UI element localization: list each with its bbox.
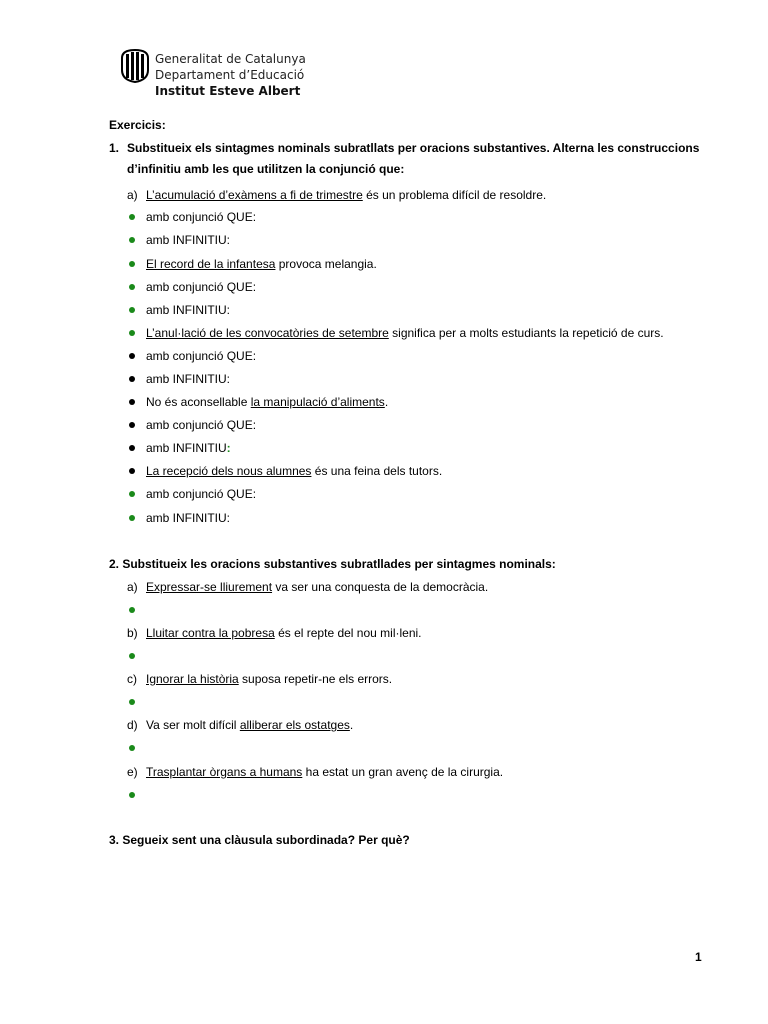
- list-item: [127, 603, 146, 617]
- item-text: suposa repetir-ne els errors.: [238, 672, 393, 686]
- bullet-icon: [129, 468, 135, 474]
- list-item: [127, 303, 230, 317]
- list-item: [127, 395, 388, 409]
- bullet-icon: [129, 307, 135, 313]
- item-text: amb INFINITIU:: [146, 372, 231, 386]
- question-text-line1: Substitueix els sintagmes nominals subratllats per oracions substantives. Alterna les construccions: [127, 141, 700, 155]
- item-letter: a): [127, 188, 138, 202]
- item-text: amb INFINITIU:: [146, 303, 231, 317]
- item-text: amb conjunció QUE:: [146, 210, 257, 224]
- item-text: ha estat un gran avenç de la cirurgia.: [302, 765, 504, 779]
- item-colon: :: [226, 441, 231, 455]
- bullet-icon: [129, 699, 135, 705]
- list-item: [127, 580, 488, 594]
- underlined-phrase: Ignorar la història: [146, 672, 239, 686]
- list-item: [127, 280, 256, 294]
- list-item: [127, 210, 256, 224]
- item-text: és un problema difícil de resoldre.: [362, 188, 547, 202]
- list-item: [127, 418, 256, 432]
- list-item: [127, 765, 503, 779]
- item-letter: c): [127, 672, 137, 686]
- item-text: amb conjunció QUE:: [146, 418, 257, 432]
- list-item: [127, 464, 442, 478]
- underlined-phrase: L’anul·lació de les convocatòries de setembre: [146, 326, 389, 340]
- underlined-phrase: Expressar-se lliurement: [146, 580, 273, 594]
- bullet-icon: [129, 261, 135, 267]
- bullet-icon: [129, 214, 135, 220]
- list-item: [127, 326, 664, 340]
- bullet-icon: [129, 399, 135, 405]
- item-text: és el repte del nou mil·leni.: [274, 626, 422, 640]
- bullet-icon: [129, 653, 135, 659]
- list-item: [127, 349, 256, 363]
- item-letter: e): [127, 765, 138, 779]
- list-item: [127, 741, 146, 755]
- list-item: [127, 441, 231, 455]
- item-text: amb conjunció QUE:: [146, 487, 257, 501]
- item-text: va ser una conquesta de la democràcia.: [272, 580, 489, 594]
- school-name: Institut Esteve Albert: [155, 84, 301, 98]
- bullet-icon: [129, 792, 135, 798]
- bullet-icon: [129, 745, 135, 751]
- bullet-icon: [129, 284, 135, 290]
- item-letter: b): [127, 626, 138, 640]
- item-letter: d): [127, 718, 138, 732]
- question-3: 3. Segueix sent una clàusula subordinada? Per què?: [109, 833, 410, 847]
- list-item: [127, 511, 230, 525]
- item-text: Va ser molt difícil: [146, 718, 240, 732]
- bullet-icon: [129, 330, 135, 336]
- list-item: [127, 487, 256, 501]
- bullet-icon: [129, 376, 135, 382]
- item-text: és una feina dels tutors.: [311, 464, 443, 478]
- item-text: .: [349, 718, 354, 732]
- department-name: Departament d’Educació: [155, 68, 305, 82]
- question-text-line2: d’infinitiu amb les que utilitzen la conjunció que:: [127, 162, 405, 176]
- list-item: [127, 672, 392, 686]
- underlined-phrase: Trasplantar òrgans a humans: [146, 765, 303, 779]
- page-number: 1: [695, 950, 702, 964]
- item-text: amb INFINITIU:: [146, 511, 231, 525]
- bullet-icon: [129, 515, 135, 521]
- list-item: [127, 626, 422, 640]
- item-text: amb conjunció QUE:: [146, 280, 257, 294]
- org-header: [155, 51, 306, 99]
- bullet-icon: [129, 607, 135, 613]
- item-text: provoca melangia.: [275, 257, 377, 271]
- underlined-phrase: El record de la infantesa: [146, 257, 276, 271]
- list-item: [127, 695, 146, 709]
- list-item: [127, 233, 230, 247]
- list-item: [127, 257, 377, 271]
- question-1: [109, 141, 709, 176]
- exercises-title: Exercicis:: [109, 118, 166, 132]
- list-item: [127, 188, 546, 202]
- item-text: significa per a molts estudiants la repetició de curs.: [388, 326, 664, 340]
- list-item: [127, 718, 353, 732]
- underlined-phrase: Lluitar contra la pobresa: [146, 626, 275, 640]
- underlined-phrase: La recepció dels nous alumnes: [146, 464, 312, 478]
- list-item: [127, 788, 146, 802]
- bullet-icon: [129, 353, 135, 359]
- underlined-phrase: L’acumulació d’exàmens a fi de trimestre: [146, 188, 363, 202]
- bullet-icon: [129, 422, 135, 428]
- underlined-phrase: la manipulació d’aliments: [250, 395, 385, 409]
- question-number: 1.: [109, 141, 120, 155]
- item-text: amb INFINITIU:: [146, 233, 231, 247]
- item-letter: a): [127, 580, 138, 594]
- bullet-icon: [129, 491, 135, 497]
- org-name: Generalitat de Catalunya: [155, 52, 306, 66]
- question-2: 2. Substitueix les oracions substantives subratllades per sintagmes nominals:: [109, 557, 556, 571]
- item-text: No és aconsellable: [146, 395, 251, 409]
- bullet-icon: [129, 445, 135, 451]
- bullet-icon: [129, 237, 135, 243]
- item-text: amb INFINITIU: [146, 441, 227, 455]
- list-item: [127, 649, 146, 663]
- item-text: amb conjunció QUE:: [146, 349, 257, 363]
- underlined-phrase: alliberar els ostatges: [239, 718, 350, 732]
- list-item: [127, 372, 230, 386]
- generalitat-logo: [120, 49, 150, 83]
- item-text: .: [384, 395, 389, 409]
